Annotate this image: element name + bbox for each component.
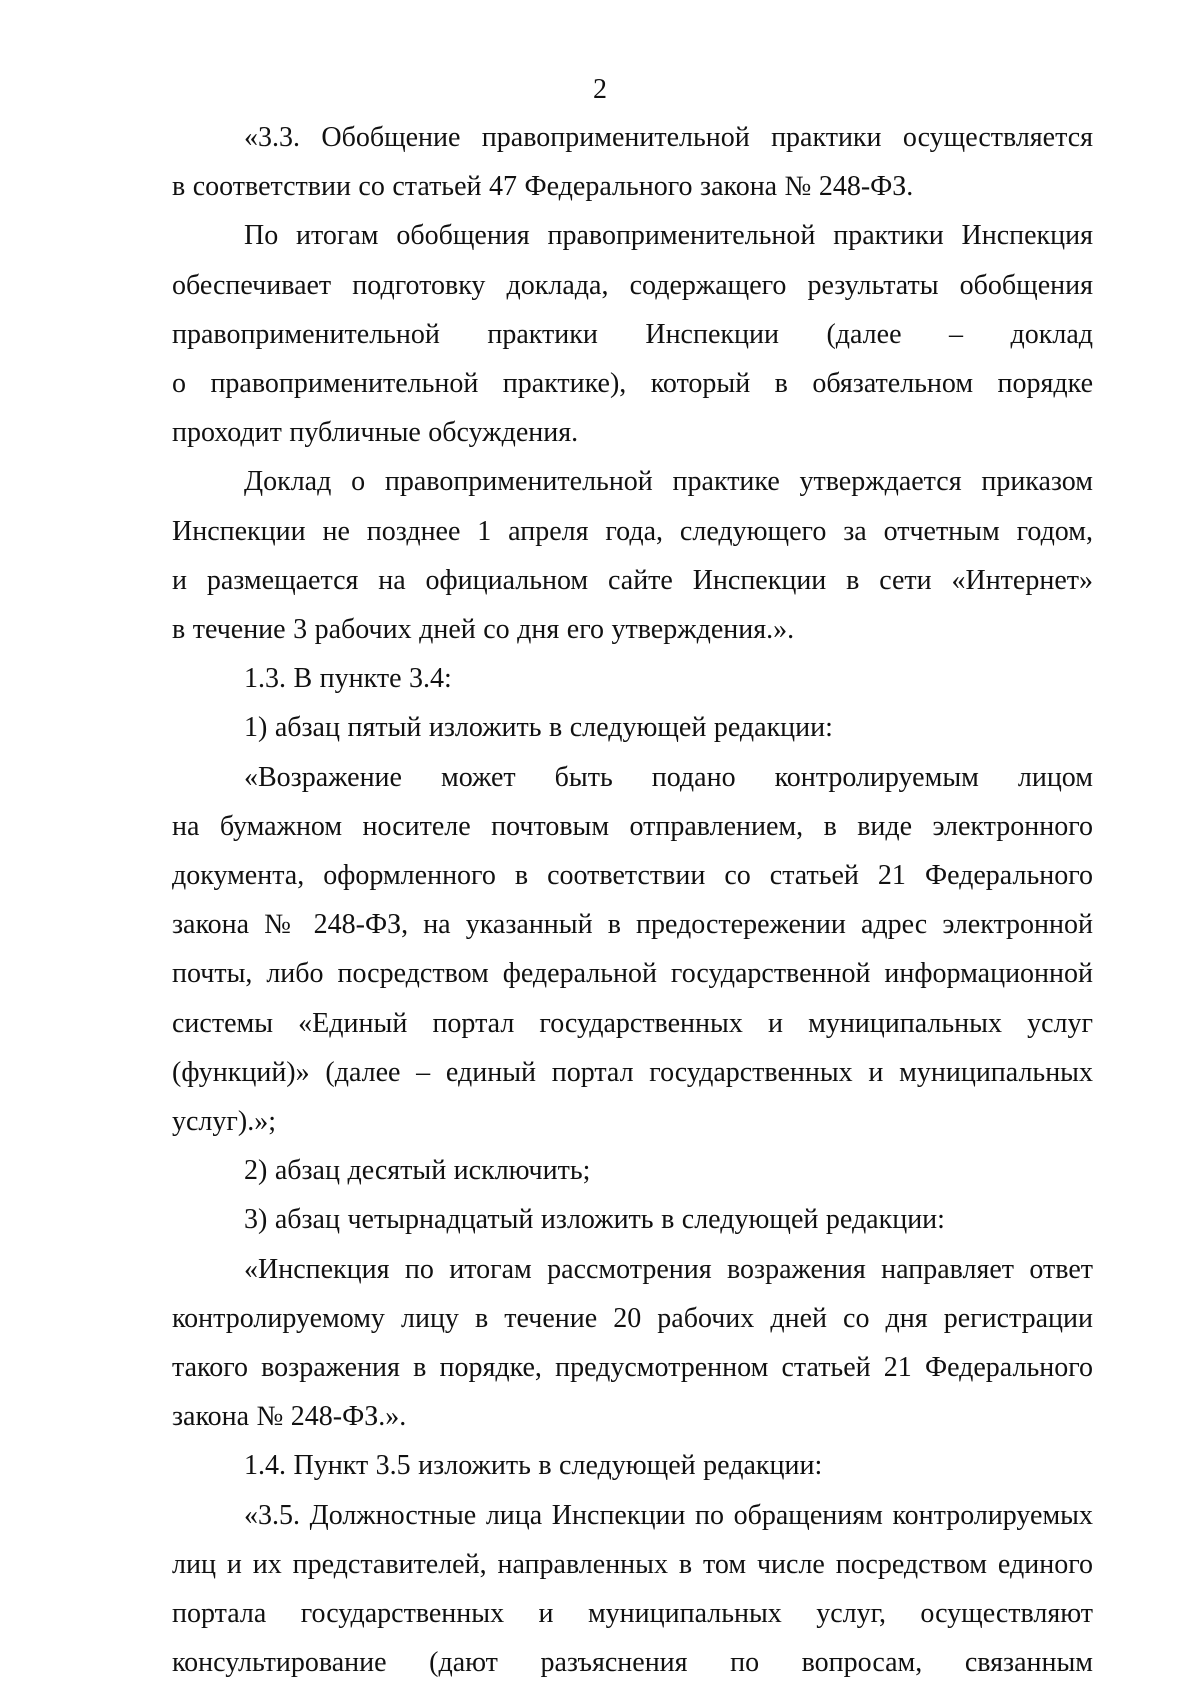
paragraph-3-5 (172, 1491, 1093, 1688)
text-line: «3.3. Обобщение правоприменительной практики осуществляется (244, 122, 1093, 153)
text-line: закона № 248-ФЗ, на указанный в предостережении адрес электронной (172, 909, 1093, 941)
text-line: на бумажном носителе почтовым отправлением, в виде электронного (172, 810, 1093, 842)
text-line: почты, либо посредством федеральной государственной информационной (172, 958, 1093, 990)
text-line: правоприменительной практики Инспекции (далее – доклад (172, 318, 1093, 350)
text-line: 3) абзац четырнадцатый изложить в следующей редакции: (244, 1204, 945, 1236)
text-line: о правоприменительной практике), который в обязательном порядке (172, 368, 1093, 400)
text-line: «3.5. Должностные лица Инспекции по обращениям контролируемых (244, 1499, 1093, 1531)
text-line: «Инспекция по итогам рассмотрения возражения направляет ответ (244, 1253, 1093, 1285)
paragraph-objection-quote (172, 753, 1093, 1147)
text-line: закона № 248-ФЗ.». (172, 1401, 407, 1433)
text-line: (функций)» (далее – единый портал государственных и муниципальных (172, 1056, 1093, 1088)
text-line: услуг).»; (172, 1106, 276, 1138)
paragraph-report-preparation (172, 211, 1093, 457)
text-line: в соответствии со статьей 47 Федерального закона № 248-ФЗ. (172, 171, 914, 203)
text-line: портала государственных и муниципальных услуг, осуществляют (172, 1598, 1093, 1630)
paragraph-report-approval (172, 457, 1093, 654)
paragraph-item-2 (172, 1146, 1093, 1195)
text-line: такого возражения в порядке, предусмотренном статьей 21 Федерального (172, 1352, 1093, 1384)
paragraph-1-4 (172, 1441, 1093, 1490)
paragraph-1-3 (172, 654, 1093, 703)
text-line: системы «Единый портал государственных и муниципальных услуг (172, 1007, 1093, 1039)
text-line: и размещается на официальном сайте Инспекции в сети «Интернет» (172, 564, 1093, 596)
text-line: лиц и их представителей, направленных в том числе посредством единого (172, 1548, 1093, 1580)
text-line: в течение 3 рабочих дней со дня его утверждения.». (172, 614, 795, 646)
paragraph-item-3 (172, 1195, 1093, 1244)
paragraph-response-quote (172, 1245, 1093, 1442)
paragraph-3-3 (172, 113, 1093, 211)
text-line: По итогам обобщения правоприменительной практики Инспекция (244, 220, 1093, 252)
text-line: «Возражение может быть подано контролируемым лицом (244, 761, 1093, 793)
text-line: контролируемому лицу в течение 20 рабочих дней со дня регистрации (172, 1302, 1093, 1334)
text-line: консультирование (дают разъяснения по вопросам, связанным (172, 1647, 1093, 1679)
page-number: 2 (593, 74, 607, 105)
document-body (172, 113, 1093, 1688)
paragraph-item-1 (172, 703, 1093, 752)
text-line: 2) абзац десятый исключить; (244, 1155, 591, 1187)
text-line: 1.3. В пункте 3.4: (244, 663, 452, 695)
text-line: проходит публичные обсуждения. (172, 417, 579, 449)
text-line: обеспечивает подготовку доклада, содержащего результаты обобщения (172, 269, 1093, 301)
text-line: 1) абзац пятый изложить в следующей редакции: (244, 712, 833, 744)
text-line: 1.4. Пункт 3.5 изложить в следующей редакции: (244, 1450, 823, 1482)
text-line: документа, оформленного в соответствии со статьей 21 Федерального (172, 860, 1093, 892)
text-line: Доклад о правоприменительной практике утверждается приказом (244, 466, 1093, 498)
text-line: Инспекции не позднее 1 апреля года, следующего за отчетным годом, (172, 515, 1093, 547)
